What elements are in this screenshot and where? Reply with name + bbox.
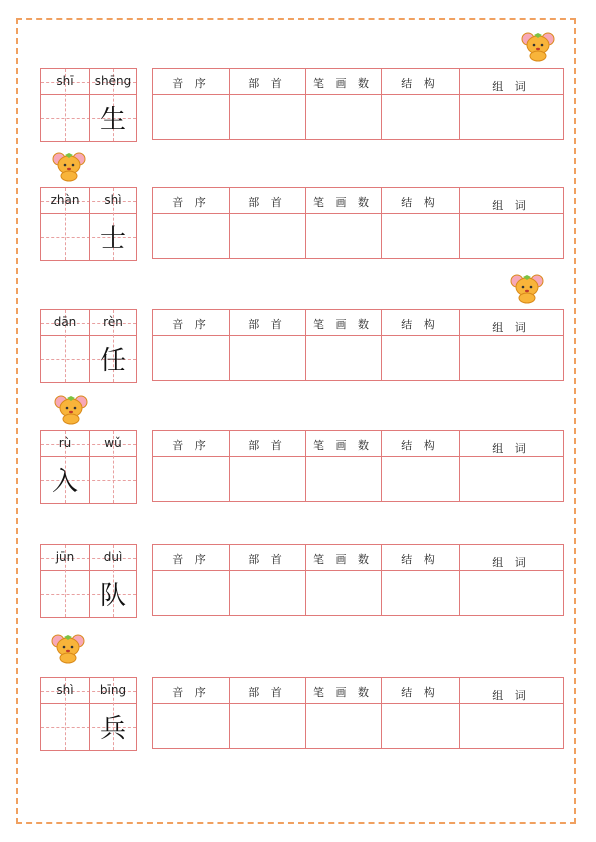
header-yinxu: 音 序 [172,553,210,566]
header-yinxu: 音 序 [172,77,210,90]
header-jiegou: 结 构 [401,318,439,331]
hanzi-char: 队 [99,581,126,611]
pinyin-grid [40,309,137,383]
analysis-table [152,430,564,502]
word-block [40,544,564,618]
header-bihuashu: 笔 画 数 [313,196,373,209]
pinyin-text: rèn [103,315,123,329]
word-block [40,68,564,142]
pinyin-text: wǔ [104,436,122,450]
word-block [40,309,564,383]
hanzi-char: 生 [99,105,126,135]
pinyin-text: duì [103,550,123,564]
header-jiegou: 结 构 [401,686,439,699]
bear-sticker-icon [51,632,85,664]
pinyin-text: zhàn [50,193,80,207]
header-bushou: 部 首 [248,77,286,90]
pinyin-text: shì [56,683,74,697]
header-bihuashu: 笔 画 数 [313,553,373,566]
word-block [40,677,564,751]
analysis-table [152,309,564,381]
header-jiegou: 结 构 [401,553,439,566]
pinyin-text: dān [53,315,77,329]
hanzi-char: 任 [99,346,126,376]
header-bihuashu: 笔 画 数 [313,318,373,331]
bear-sticker-icon [52,150,86,182]
header-bushou: 部 首 [248,196,286,209]
pinyin-text: rù [58,436,72,450]
analysis-table [152,677,564,749]
pinyin-text: jūn [55,550,75,564]
header-yinxu: 音 序 [172,686,210,699]
bear-sticker-icon [54,393,88,425]
header-jiegou: 结 构 [401,77,439,90]
pinyin-grid [40,68,137,142]
pinyin-grid [40,187,137,261]
header-zuci: 组 词 [492,321,530,334]
pinyin-text: shī [56,74,74,88]
pinyin-text: bīng [99,683,127,697]
header-bihuashu: 笔 画 数 [313,77,373,90]
word-block [40,430,564,504]
bear-sticker-icon [521,30,555,62]
analysis-table [152,68,564,140]
hanzi-char: 士 [99,224,126,254]
header-bushou: 部 首 [248,439,286,452]
bear-sticker-icon [510,272,544,304]
header-bihuashu: 笔 画 数 [313,686,373,699]
header-zuci: 组 词 [492,80,530,93]
header-bushou: 部 首 [248,553,286,566]
pinyin-grid [40,544,137,618]
pinyin-text: shēng [94,74,132,88]
analysis-table [152,544,564,616]
hanzi-char: 兵 [99,714,126,744]
header-yinxu: 音 序 [172,196,210,209]
header-jiegou: 结 构 [401,439,439,452]
header-yinxu: 音 序 [172,439,210,452]
header-bushou: 部 首 [248,318,286,331]
analysis-table [152,187,564,259]
hanzi-char: 入 [51,467,78,497]
header-bihuashu: 笔 画 数 [313,439,373,452]
header-jiegou: 结 构 [401,196,439,209]
header-yinxu: 音 序 [172,318,210,331]
word-block [40,187,564,261]
header-zuci: 组 词 [492,689,530,702]
header-zuci: 组 词 [492,442,530,455]
header-bushou: 部 首 [248,686,286,699]
pinyin-grid [40,430,137,504]
header-zuci: 组 词 [492,199,530,212]
header-zuci: 组 词 [492,556,530,569]
pinyin-text: shì [104,193,122,207]
pinyin-grid [40,677,137,751]
